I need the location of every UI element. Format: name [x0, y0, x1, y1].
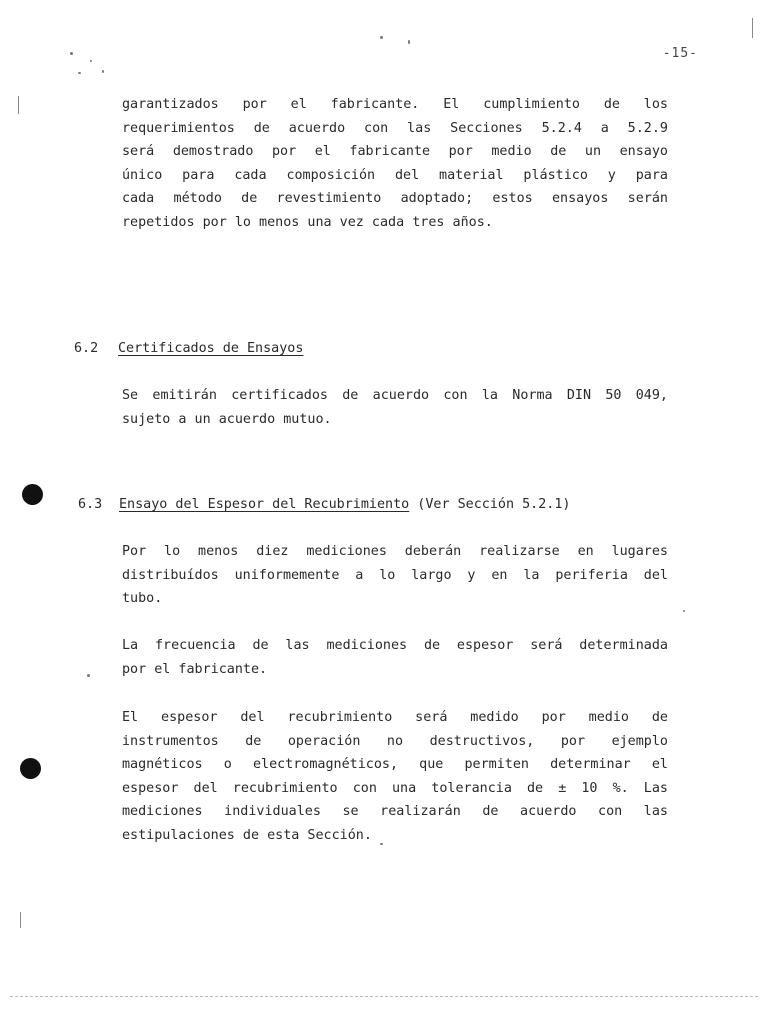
- section-6-3-heading: [78, 495, 570, 515]
- text-line: será demostrado por el fabricante por medio de un ensayo: [122, 144, 668, 159]
- intro-paragraph: [122, 93, 668, 234]
- section-6-2-heading: [74, 339, 303, 359]
- section-title: Certificados de Ensayos: [118, 341, 304, 356]
- text-line: tubo.: [122, 591, 163, 606]
- section-reference: (Ver Sección 5.2.1): [417, 497, 571, 512]
- text-line: garantizados por el fabricante. El cumplimiento de los: [122, 97, 668, 112]
- section-number: 6.2: [74, 341, 99, 356]
- section-title: Ensayo del Espesor del Recubrimiento: [119, 497, 410, 512]
- text-line: cada método de revestimiento adoptado; estos ensayos serán: [122, 191, 668, 206]
- scan-speck: [380, 36, 383, 39]
- punch-hole: [22, 484, 43, 505]
- scan-speck: [380, 843, 383, 845]
- scan-edge-line: [10, 996, 758, 997]
- scan-speck: [683, 610, 685, 612]
- text-line: estipulaciones de esta Sección.: [122, 827, 372, 843]
- text-line: por el fabricante.: [122, 661, 268, 677]
- scan-speck: [70, 52, 73, 55]
- margin-mark: [752, 18, 753, 38]
- margin-mark: [18, 96, 19, 114]
- scan-speck: [90, 60, 92, 62]
- punch-hole: [20, 758, 41, 779]
- text-line: distribuídos uniformemente a lo largo y en la periferia del: [122, 567, 668, 583]
- text-line: requerimientos de acuerdo con las Secciones 5.2.4 a 5.2.9: [122, 120, 668, 136]
- page-number: -15-: [662, 46, 698, 61]
- scan-speck: [78, 72, 81, 74]
- section-number: 6.3: [78, 497, 103, 512]
- text-line: único para cada composición del material plástico y para: [122, 167, 668, 183]
- section-6-3-paragraph-2: [122, 634, 668, 681]
- scan-speck: [408, 40, 410, 44]
- text-line: Por lo menos diez mediciones deberán realizarse en lugares: [122, 544, 668, 559]
- section-6-3-paragraph-1: [122, 540, 668, 611]
- scan-speck: [87, 674, 90, 677]
- text-line: espesor del recubrimiento con una tolerancia de ± 10 %. Las: [122, 780, 668, 796]
- text-line: repetidos por lo menos una vez cada tres años.: [122, 214, 493, 230]
- section-6-3-paragraph-3: [122, 706, 668, 847]
- text-line: El espesor del recubrimiento será medido por medio de: [122, 710, 668, 725]
- text-line: Se emitirán certificados de acuerdo con la Norma DIN 50 049,: [122, 388, 668, 403]
- margin-mark: [20, 912, 21, 928]
- text-line: instrumentos de operación no destructivos, por ejemplo: [122, 733, 668, 749]
- text-line: mediciones individuales se realizarán de acuerdo con las: [122, 804, 668, 819]
- text-line: sujeto a un acuerdo mutuo.: [122, 411, 332, 427]
- text-line: magnéticos o electromagnéticos, que permiten determinar el: [122, 757, 668, 772]
- scan-speck: [102, 70, 104, 73]
- section-6-2-paragraph: [122, 384, 668, 431]
- text-line: La frecuencia de las mediciones de espesor será determinada: [122, 638, 668, 653]
